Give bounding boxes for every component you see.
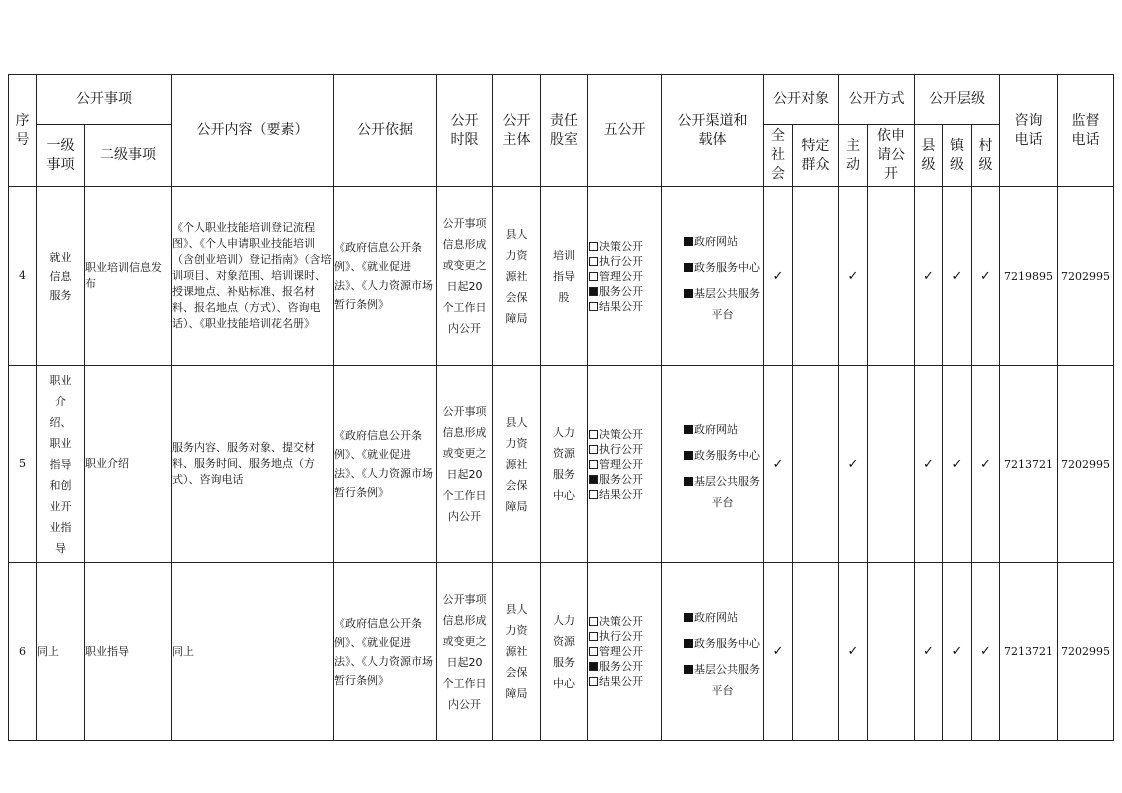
checkbox-icon [589,460,598,469]
channel-item: 政务服务中心 [662,631,763,657]
empty-cell [868,187,915,366]
row-five-disclosure [588,187,662,366]
header-subject: 公开主体 [493,75,541,187]
channel-item-cont: 平台 [711,308,734,321]
checkbox-checked-icon [589,475,598,484]
channel-item: 基层公共服务 [662,281,763,307]
row-basis: 《政府信息公开条例》、《就业促进法》、《人力资源市场暂行条例》 [334,366,437,563]
channel-item: 政务服务中心 [662,255,763,281]
checkbox-icon [589,242,598,251]
checkbox-icon [589,632,598,641]
channel-item-cont: 平台 [711,496,734,509]
square-bullet-icon [684,263,693,272]
channel-item: 政府网站 [662,605,763,631]
five-item: 管理公开 [588,269,661,284]
header-level-town: 镇级 [943,125,972,187]
check-icon: ✓ [839,563,868,741]
five-item: 服务公开 [588,472,661,487]
five-item: 服务公开 [588,284,661,299]
header-item-l2: 二级事项 [85,125,172,187]
channel-item: 政府网站 [662,417,763,443]
header-mode-group: 公开方式 [839,75,915,125]
check-icon: ✓ [915,563,943,741]
check-icon: ✓ [764,563,793,741]
five-item: 决策公开 [588,239,661,254]
consult-phone: 7219895 [1000,187,1058,366]
check-icon: ✓ [764,366,793,563]
header-mode-apply: 依申请公开 [868,125,915,187]
channel-item: 政务服务中心 [662,443,763,469]
row-dept: 人力资源服务中心 [541,563,588,741]
five-item: 结果公开 [588,487,661,502]
table-row [9,563,1114,741]
header-level-county: 县级 [915,125,943,187]
checkbox-checked-icon [589,287,598,296]
check-icon: ✓ [839,366,868,563]
square-bullet-icon [684,477,693,486]
table-row [9,366,1114,563]
checkbox-icon [589,490,598,499]
row-seq: 4 [9,187,37,366]
header-basis: 公开依据 [334,75,437,187]
row-five-disclosure [588,563,662,741]
empty-cell [793,563,839,741]
channel-item-cont: 平台 [711,683,734,697]
row-five-disclosure [588,366,662,563]
square-bullet-icon [684,289,693,298]
consult-phone: 7213721 [1000,563,1058,741]
header-mode-active: 主动 [839,125,868,187]
five-item: 结果公开 [588,674,661,689]
empty-cell [868,563,915,741]
check-icon: ✓ [915,187,943,366]
row-subject: 县人力资源社会保障局 [493,187,541,366]
channel-item: 政府网站 [662,229,763,255]
checkbox-icon [589,647,598,656]
row-level1: 同上 [37,563,85,741]
five-item: 服务公开 [588,659,661,674]
header-supervise: 监督电话 [1058,75,1114,187]
header-five: 五公开 [588,75,662,187]
row-dept: 培训指导股 [541,187,588,366]
check-icon: ✓ [915,366,943,563]
row-subject: 县人力资源社会保障局 [493,366,541,563]
five-item: 管理公开 [588,457,661,472]
row-basis: 《政府信息公开条例》、《就业促进法》、《人力资源市场暂行条例》 [334,563,437,741]
check-icon: ✓ [764,187,793,366]
header-level-village: 村级 [972,125,1000,187]
header-dept: 责任股室 [541,75,588,187]
header-consult: 咨询电话 [1000,75,1058,187]
checkbox-icon [589,617,598,626]
row-level1: 就业信息服务 [37,187,85,366]
header-content: 公开内容（要素） [172,75,334,187]
checkbox-icon [589,272,598,281]
channel-item: 基层公共服务 [662,469,763,495]
supervise-phone: 7202995 [1058,187,1114,366]
empty-cell [793,187,839,366]
check-icon: ✓ [972,563,1000,741]
header-seq: 序号 [9,75,37,187]
supervise-phone: 7202995 [1058,563,1114,741]
table-row [9,187,1114,366]
row-channels [662,187,764,366]
header-item-group: 公开事项 [37,75,172,125]
header-target-specific: 特定群众 [793,125,839,187]
row-seq: 5 [9,366,37,563]
row-level2: 职业指导 [85,563,172,741]
row-level2: 职业培训信息发布 [85,187,172,366]
five-item: 结果公开 [588,299,661,314]
row-time-limit: 公开事项信息形成或变更之日起20个工作日内公开 [437,366,493,563]
check-icon: ✓ [943,187,972,366]
row-time-limit: 公开事项信息形成或变更之日起20个工作日内公开 [437,563,493,741]
square-bullet-icon [684,613,693,622]
row-seq: 6 [9,563,37,741]
checkbox-icon [589,257,598,266]
row-time-limit: 公开事项信息形成或变更之日起20个工作日内公开 [437,187,493,366]
square-bullet-icon [684,425,693,434]
row-channels [662,366,764,563]
five-item: 执行公开 [588,254,661,269]
checkbox-checked-icon [589,662,598,671]
square-bullet-icon [684,451,693,460]
header-target-all: 全社会 [764,125,793,187]
check-icon: ✓ [972,187,1000,366]
row-basis: 《政府信息公开条例》、《就业促进法》、《人力资源市场暂行条例》 [334,187,437,366]
checkbox-icon [589,677,598,686]
empty-cell [868,366,915,563]
five-item: 决策公开 [588,614,661,629]
channel-item: 基层公共服务 [662,657,763,683]
header-channel: 公开渠道和载体 [662,75,764,187]
header-level-group: 公开层级 [915,75,1000,125]
square-bullet-icon [684,639,693,648]
row-content: 《个人职业技能培训登记流程图》、《个人申请职业技能培训（含创业培训）登记指南》（含培训项目、对象范围、培训课时、授课地点、补贴标准、报名材料、报名地点（方式）、咨询电话）、《职业技能培训花名册》 [172,187,334,366]
row-dept: 人力资源服务中心 [541,366,588,563]
header-item-l1: 一级事项 [37,125,85,187]
row-content: 同上 [172,563,334,741]
square-bullet-icon [684,665,693,674]
row-channels [662,563,764,741]
check-icon: ✓ [943,563,972,741]
check-icon: ✓ [972,366,1000,563]
row-level1: 职业介绍、职业指导和创业开业指导 [37,366,85,563]
row-level2: 职业介绍 [85,366,172,563]
header-target-group: 公开对象 [764,75,839,125]
row-content: 服务内容、服务对象、提交材料、服务时间、服务地点（方式）、咨询电话 [172,366,334,563]
checkbox-icon [589,302,598,311]
check-icon: ✓ [839,187,868,366]
five-item: 执行公开 [588,442,661,457]
checkbox-icon [589,430,598,439]
checkbox-icon [589,445,598,454]
consult-phone: 7213721 [1000,366,1058,563]
check-icon: ✓ [943,366,972,563]
header-time-limit: 公开时限 [437,75,493,187]
five-item: 决策公开 [588,427,661,442]
empty-cell [793,366,839,563]
disclosure-table [8,74,1114,741]
five-item: 管理公开 [588,644,661,659]
square-bullet-icon [684,237,693,246]
row-subject: 县人力资源社会保障局 [493,563,541,741]
supervise-phone: 7202995 [1058,366,1114,563]
five-item: 执行公开 [588,629,661,644]
